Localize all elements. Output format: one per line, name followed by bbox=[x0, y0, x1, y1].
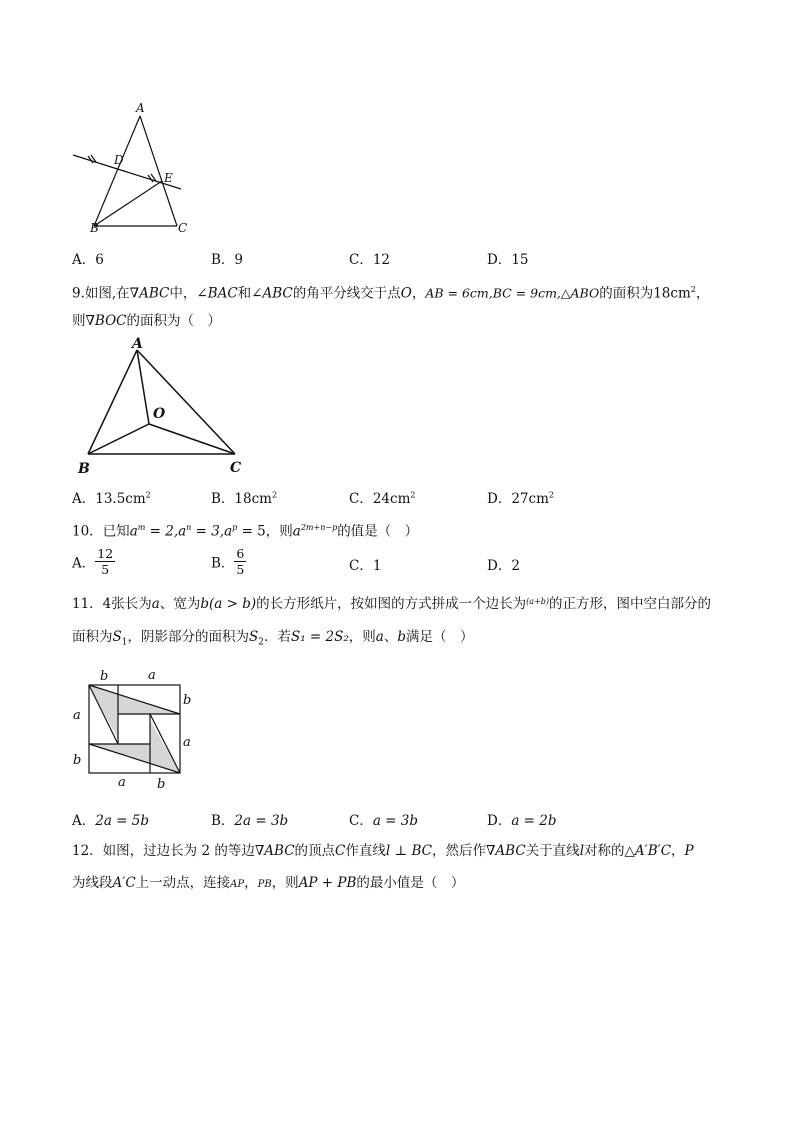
option-key: D． bbox=[487, 558, 512, 574]
option-key: C． bbox=[349, 491, 373, 507]
q9-stem-line-1 bbox=[72, 280, 709, 304]
option-text: a = 3b bbox=[372, 813, 419, 829]
text: ，阴影部分的面积为 bbox=[127, 629, 249, 645]
text: 对称的 bbox=[584, 843, 625, 859]
q10-option-b[interactable] bbox=[211, 546, 246, 577]
option-text: 2 bbox=[511, 558, 520, 574]
math: l bbox=[579, 843, 585, 859]
text: ， bbox=[244, 875, 258, 891]
fraction bbox=[95, 546, 115, 577]
math: S bbox=[248, 629, 259, 645]
text: 12．如图，过边长为 2 的等边 bbox=[72, 843, 255, 859]
text: 中， bbox=[169, 285, 197, 302]
q8-option-a[interactable] bbox=[72, 248, 104, 268]
option-text: a = 2b bbox=[511, 813, 557, 829]
math: ∇BOC bbox=[85, 313, 127, 329]
text: 上一动点，连接 bbox=[135, 875, 231, 891]
q10-option-a[interactable] bbox=[72, 546, 115, 577]
q11-stem-line-1 bbox=[72, 592, 711, 614]
superscript: m bbox=[137, 523, 146, 532]
q8-label-d: D bbox=[114, 153, 124, 167]
math: a bbox=[129, 523, 138, 540]
option-key: A． bbox=[72, 555, 96, 572]
superscript: 2 bbox=[690, 285, 696, 294]
option-key: D． bbox=[487, 813, 512, 829]
option-key: D． bbox=[487, 252, 512, 268]
subscript: 2 bbox=[258, 637, 264, 648]
option-key: C． bbox=[349, 252, 373, 268]
q8-option-c[interactable] bbox=[349, 248, 390, 268]
superscript: 2 bbox=[410, 490, 416, 500]
q11-stem-line-2 bbox=[72, 627, 474, 653]
superscript: 2m+n−p bbox=[300, 523, 338, 532]
math: 18cm bbox=[653, 285, 691, 302]
option-text: 13.5cm bbox=[95, 491, 146, 507]
superscript: 2 bbox=[548, 490, 554, 500]
text: ，则 bbox=[348, 629, 376, 645]
text: 作直线 bbox=[345, 843, 386, 859]
option-key: C． bbox=[349, 813, 373, 829]
math: ∠BAC bbox=[196, 285, 238, 302]
math: S₁ = 2S₂ bbox=[290, 629, 349, 645]
q9-stem-line-2 bbox=[72, 311, 221, 331]
option-text: 2a = 3b bbox=[234, 813, 289, 829]
q11-label-a-bottom: a bbox=[118, 775, 126, 790]
q8-label-a: A bbox=[136, 101, 145, 115]
q11-option-d[interactable] bbox=[487, 809, 557, 829]
numerator: 12 bbox=[97, 546, 114, 561]
fraction bbox=[234, 546, 246, 577]
text: ，然后作 bbox=[432, 843, 486, 859]
text: 的值是（ ） bbox=[337, 523, 419, 540]
q8-label-b: B bbox=[90, 221, 99, 235]
q8-option-d[interactable] bbox=[487, 248, 529, 268]
option-key: B． bbox=[211, 252, 235, 268]
math: O bbox=[400, 285, 412, 302]
math: AP bbox=[230, 879, 245, 890]
math: = 2,a bbox=[145, 523, 187, 540]
math: (a+b) bbox=[526, 597, 549, 606]
option-text: 1 bbox=[372, 558, 382, 574]
math: a bbox=[375, 629, 384, 645]
math: A′C bbox=[112, 875, 136, 891]
math: P bbox=[684, 843, 694, 859]
superscript: 2 bbox=[145, 490, 151, 500]
q8-label-e: E bbox=[164, 171, 173, 185]
math: AB = 6cm,BC = 9cm,△ABO bbox=[425, 285, 600, 301]
text: ，则 bbox=[265, 523, 293, 540]
q11-label-a-left: a bbox=[73, 708, 81, 723]
math: PB bbox=[257, 879, 272, 890]
option-text: 15 bbox=[511, 252, 529, 268]
option-text: 9 bbox=[234, 252, 244, 268]
text: 面积为 bbox=[72, 629, 113, 645]
q11-label-b-left: b bbox=[73, 753, 82, 768]
q8-side-ab bbox=[94, 116, 140, 226]
text: 则 bbox=[72, 313, 86, 329]
text: 的长方形纸片，按如图的方式拼成一个边长为 bbox=[256, 596, 527, 612]
option-key: A． bbox=[72, 813, 96, 829]
q9-label-a: A bbox=[132, 336, 143, 352]
text: 的面积为（ ） bbox=[126, 313, 221, 329]
math: a bbox=[292, 523, 301, 540]
math: AP + PB bbox=[298, 875, 357, 891]
math: ∇ABC bbox=[129, 285, 170, 302]
math: l ⊥ BC bbox=[385, 843, 432, 859]
text: 9.如图,在 bbox=[72, 285, 130, 302]
q11-label-a-right: a bbox=[183, 735, 191, 750]
q9-segment-co bbox=[149, 424, 235, 454]
text: ．若 bbox=[263, 629, 291, 645]
math: b bbox=[200, 596, 209, 612]
option-key: B． bbox=[211, 491, 235, 507]
option-text: 24cm bbox=[372, 491, 411, 507]
text: 的最小值是（ ） bbox=[356, 875, 465, 891]
math: b bbox=[397, 629, 406, 645]
q10-option-c[interactable] bbox=[349, 554, 381, 574]
q9-label-o: O bbox=[153, 406, 166, 422]
q9-label-b: B bbox=[78, 461, 90, 477]
superscript: p bbox=[232, 523, 238, 532]
denominator: 5 bbox=[236, 562, 245, 577]
math: (a > b) bbox=[209, 596, 257, 612]
math: ∇ABC bbox=[254, 843, 295, 859]
option-text: 27cm bbox=[511, 491, 549, 507]
text: 的顶点 bbox=[294, 843, 336, 859]
option-text: 12 bbox=[372, 252, 391, 268]
q11-label-b-right: b bbox=[183, 693, 192, 708]
text: 的面积为 bbox=[599, 285, 654, 302]
q11-figure bbox=[66, 664, 206, 794]
q9-label-c: C bbox=[230, 460, 242, 476]
q8-option-b[interactable] bbox=[211, 248, 243, 268]
q11-option-a[interactable] bbox=[72, 809, 149, 829]
numerator: 6 bbox=[236, 546, 245, 561]
q12-stem-line-1 bbox=[72, 841, 694, 861]
q9-side-ab bbox=[88, 350, 137, 454]
option-key: D． bbox=[487, 491, 512, 507]
text: 10．已知 bbox=[72, 523, 130, 540]
q11-label-a-top: a bbox=[148, 668, 156, 683]
denominator: 5 bbox=[101, 562, 110, 577]
q9-figure bbox=[70, 334, 260, 480]
math: a bbox=[151, 596, 160, 612]
text: 关于直线 bbox=[525, 843, 580, 859]
option-key: B． bbox=[211, 555, 235, 572]
q8-figure bbox=[66, 96, 196, 240]
q11-label-b-bottom: b bbox=[157, 777, 166, 792]
math: ∠ABC bbox=[251, 285, 293, 302]
q12-stem-line-2 bbox=[72, 873, 464, 895]
option-text: 18cm bbox=[234, 491, 272, 507]
text: 的角平分线交于点 bbox=[292, 285, 401, 302]
option-text: 6 bbox=[95, 252, 104, 268]
q11-option-b[interactable] bbox=[211, 809, 288, 829]
q9-option-b[interactable] bbox=[211, 487, 277, 507]
q9-option-c[interactable] bbox=[349, 487, 415, 507]
math: = 3,a bbox=[191, 523, 233, 540]
option-key: A． bbox=[72, 491, 96, 507]
option-key: B． bbox=[211, 813, 235, 829]
q9-option-d[interactable] bbox=[487, 487, 554, 507]
option-key: A． bbox=[72, 252, 96, 268]
math: = 5 bbox=[237, 523, 266, 540]
text: 和 bbox=[237, 285, 252, 302]
option-key: C． bbox=[349, 558, 373, 574]
math: △A′B′C bbox=[624, 843, 672, 859]
q9-side-ac bbox=[137, 350, 235, 454]
text: ， bbox=[411, 285, 426, 302]
text: 11．4张长为 bbox=[72, 596, 152, 612]
option-text: 2a = 5b bbox=[95, 813, 150, 829]
q9-option-a[interactable] bbox=[72, 487, 151, 507]
text: 为线段 bbox=[72, 875, 113, 891]
text: 、 bbox=[383, 629, 398, 645]
text: 满足（ ） bbox=[406, 629, 474, 645]
q11-label-b-top: b bbox=[100, 669, 109, 684]
math: ∇ABC bbox=[486, 843, 526, 859]
text: ， bbox=[671, 843, 685, 859]
subscript: 1 bbox=[121, 637, 128, 648]
text: ，则 bbox=[271, 875, 299, 891]
superscript: n bbox=[186, 523, 192, 532]
text: 、宽为 bbox=[159, 596, 201, 612]
q11-option-c[interactable] bbox=[349, 809, 418, 829]
math: C bbox=[335, 843, 346, 859]
superscript: 2 bbox=[271, 490, 278, 500]
q9-segment-bo bbox=[88, 424, 149, 454]
math: S bbox=[112, 629, 122, 645]
q8-segment-be bbox=[94, 181, 162, 226]
q10-stem bbox=[72, 518, 418, 542]
q10-option-d[interactable] bbox=[487, 554, 520, 574]
text: ， bbox=[695, 285, 710, 302]
text: 的正方形，图中空白部分的 bbox=[548, 596, 711, 612]
q8-label-c: C bbox=[178, 221, 188, 235]
